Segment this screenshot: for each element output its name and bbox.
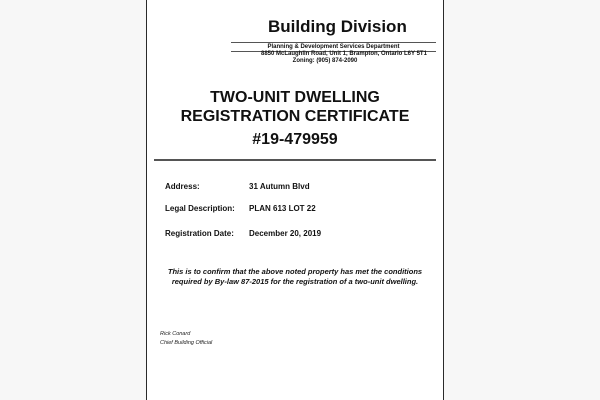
legal-description-value: PLAN 613 LOT 22	[249, 204, 316, 213]
certificate-number: #19-479959	[252, 131, 338, 148]
address-label: Address:	[165, 182, 200, 191]
certificate-page	[146, 0, 444, 400]
signatory-title: Chief Building Official	[160, 340, 213, 346]
confirmation-statement	[147, 267, 443, 287]
registration-date-label: Registration Date:	[165, 229, 234, 238]
divider	[154, 159, 436, 161]
signatory-name: Rick Conard	[160, 331, 191, 337]
statement-line1: This is to confirm that the above noted property has met the conditions	[167, 267, 423, 276]
address-value: 31 Autumn Blvd	[249, 182, 310, 191]
registration-date-value: December 20, 2019	[249, 229, 322, 238]
zoning-phone: Zoning: (905) 874-2090	[292, 58, 358, 64]
certificate-title-line2: REGISTRATION CERTIFICATE	[180, 108, 410, 125]
certificate-title	[147, 88, 443, 126]
division-title: Building Division	[268, 17, 407, 36]
office-address: 8850 McLaughlin Road, Unit 1, Brampton, Ontario L6Y 5T1	[261, 51, 427, 57]
statement-line2: required by By-law 87-2015 for the registration of a two-unit dwelling.	[171, 277, 419, 286]
certificate-title-line1: TWO-UNIT DWELLING	[210, 89, 380, 106]
legal-description-label: Legal Description:	[165, 204, 235, 213]
department-name: Planning & Development Services Department	[231, 42, 436, 52]
